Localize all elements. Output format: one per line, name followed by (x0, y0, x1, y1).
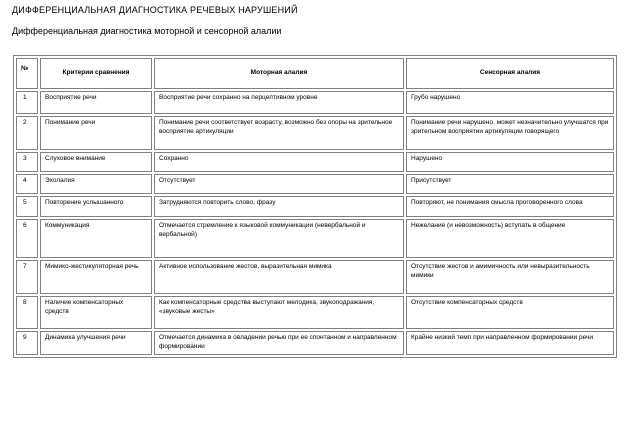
row-criteria: Слуховое внимание (40, 152, 152, 172)
row-sensory: Понимание речи нарушено, может незначительно улучшатся при зрительном восприятии артикуляции говорящего (406, 116, 614, 150)
row-sensory: Грубо нарушено (406, 91, 614, 114)
row-motor: Отмечается стремление к языковой коммуникации (невербальной и вербальной) (154, 219, 404, 258)
row-number: 2 (16, 116, 38, 150)
row-criteria: Наличие компенсаторных средств (40, 296, 152, 329)
row-number: 4 (16, 174, 38, 194)
row-motor: Отмечается динамика в овладении речью при ее спонтанном и направленном формировании (154, 331, 404, 355)
row-motor: Отсутствует (154, 174, 404, 194)
row-number: 9 (16, 331, 38, 355)
row-criteria: Динамика улучшения речи (40, 331, 152, 355)
row-motor: Активное использование жестов, выразительная мимика (154, 260, 404, 294)
row-sensory: Повторяют, не понимания смысла проговоренного слова (406, 196, 614, 217)
row-criteria: Понимание речи (40, 116, 152, 150)
row-number: 7 (16, 260, 38, 294)
row-sensory: Нежелание (и невозможность) вступать в общение (406, 219, 614, 258)
table-row (16, 152, 614, 172)
header-motor-alalia: Моторная алалия (154, 58, 404, 89)
row-number: 1 (16, 91, 38, 114)
row-sensory: Крайне низкий темп при направленном формировании речи (406, 331, 614, 355)
row-criteria: Коммуникация (40, 219, 152, 258)
row-motor: Сохранно (154, 152, 404, 172)
row-sensory: Отсутствие жестов и амимичность или невыразительность мимики (406, 260, 614, 294)
document-subtitle: Дифференциальная диагностика моторной и сенсорной алалии (12, 26, 282, 36)
row-number: 8 (16, 296, 38, 329)
row-sensory: Присутствует (406, 174, 614, 194)
header-sensory-alalia: Сенсорная алалия (406, 58, 614, 89)
row-criteria: Эхолалия (40, 174, 152, 194)
header-number: № (16, 58, 38, 89)
row-number: 5 (16, 196, 38, 217)
row-sensory: Нарушено (406, 152, 614, 172)
table-row (16, 260, 614, 294)
table-header-row (16, 58, 614, 89)
row-motor: Понимание речи соответствует возрасту, возможно без опоры на зрительное восприятие артикуляции (154, 116, 404, 150)
table-row (16, 174, 614, 194)
row-number: 3 (16, 152, 38, 172)
table-row (16, 116, 614, 150)
header-criteria: Критерии сравнения (40, 58, 152, 89)
row-criteria: Восприятие речи (40, 91, 152, 114)
table-row (16, 196, 614, 217)
table-row (16, 91, 614, 114)
table-row (16, 296, 614, 329)
comparison-table (13, 55, 617, 358)
row-criteria: Мимико-жестикуляторная речь (40, 260, 152, 294)
row-motor: Затрудняются повторить слово, фразу (154, 196, 404, 217)
row-motor: Как компенсаторные средства выступают мелодика, звукоподражания, «звуковые жесты» (154, 296, 404, 329)
table-row (16, 219, 614, 258)
row-criteria: Повторение услышанного (40, 196, 152, 217)
table-row (16, 331, 614, 355)
row-number: 6 (16, 219, 38, 258)
document-title: ДИФФЕРЕНЦИАЛЬНАЯ ДИАГНОСТИКА РЕЧЕВЫХ НАРУШЕНИЙ (12, 5, 298, 15)
row-sensory: Отсутствие компенсаторных средств (406, 296, 614, 329)
row-motor: Восприятие речи сохранно на перцептивном уровне (154, 91, 404, 114)
